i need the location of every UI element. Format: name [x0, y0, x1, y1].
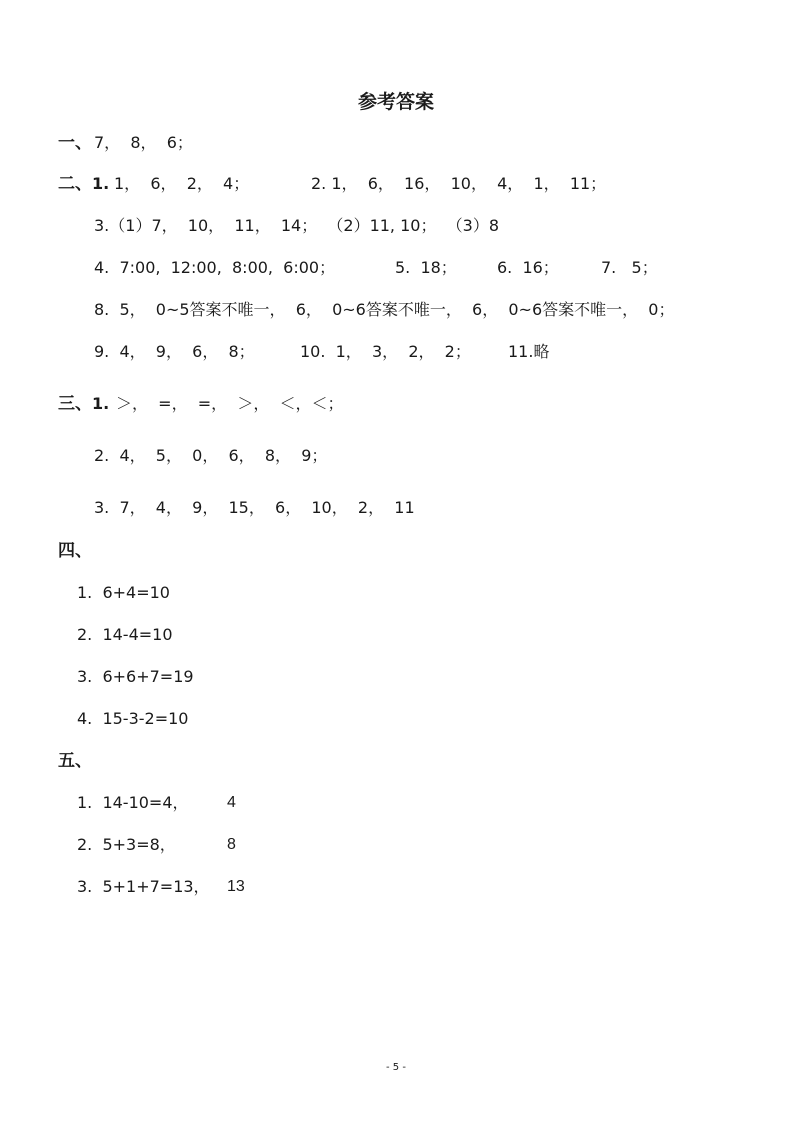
page-number: - 5 - — [386, 1062, 406, 1073]
section-1-label: 一、 — [58, 133, 92, 153]
section-3-q1-number: 1. — [92, 394, 110, 413]
section-4-item: 3. 6+6+7=19 — [77, 667, 194, 686]
section-2-q10-answers: 10. 1， 3， 2， 2； — [300, 342, 471, 361]
section-5-answer: 4 — [227, 794, 236, 811]
section-1-answers: 7， 8， 6； — [94, 133, 193, 152]
section-4-item: 2. 14-4=10 — [77, 625, 173, 644]
section-2-q11-answers: 11.略 — [508, 342, 550, 361]
section-5-answer: 13 — [227, 878, 245, 895]
section-4-item: 1. 6+4=10 — [77, 583, 170, 602]
section-2-q8-answers: 8. 5， 0~5答案不唯一， 6， 0~6答案不唯一， 6， 0~6答案不唯一， 0； — [94, 300, 675, 319]
section-3-q2-answers: 2. 4， 5， 0， 6， 8， 9； — [94, 446, 328, 465]
section-2-label: 二、 — [58, 174, 92, 194]
section-2-q9-answers: 9. 4， 9， 6， 8； — [94, 342, 255, 361]
section-2-q4-answers: 4. 7:00, 12:00, 8:00, 6:00； — [94, 258, 336, 277]
section-2-q6-answers: 6. 16； — [497, 258, 559, 277]
section-5-label: 五、 — [58, 751, 92, 771]
section-3-label: 三、 — [58, 394, 92, 414]
section-2-q5-answers: 5. 18； — [395, 258, 457, 277]
section-4-item: 4. 15-3-2=10 — [77, 709, 189, 728]
section-2-q2-answers: 2. 1， 6， 16， 10， 4， 1， 11； — [311, 174, 607, 193]
section-5-equation: 2. 5+3=8， — [77, 835, 176, 854]
section-4-label: 四、 — [58, 541, 92, 561]
section-3-q1-answers: ＞， =， =， ＞， ＜，＜； — [116, 394, 344, 413]
section-3-q3-answers: 3. 7， 4， 9， 15， 6， 10， 2， 11 — [94, 498, 415, 517]
section-5-equation: 1. 14-10=4， — [77, 793, 189, 812]
section-2-q1-number: 1. — [92, 174, 110, 193]
section-5-equation: 3. 5+1+7=13， — [77, 877, 210, 896]
page-title: 参考答案 — [358, 91, 435, 113]
section-2-q3-answers: 3.（1）7， 10， 11， 14； （2）11, 10； （3）8 — [94, 216, 499, 235]
section-2-q7-answers: 7. 5； — [601, 258, 658, 277]
section-5-answer: 8 — [227, 836, 236, 853]
section-2-q1-answers: 1， 6， 2， 4； — [114, 174, 250, 193]
